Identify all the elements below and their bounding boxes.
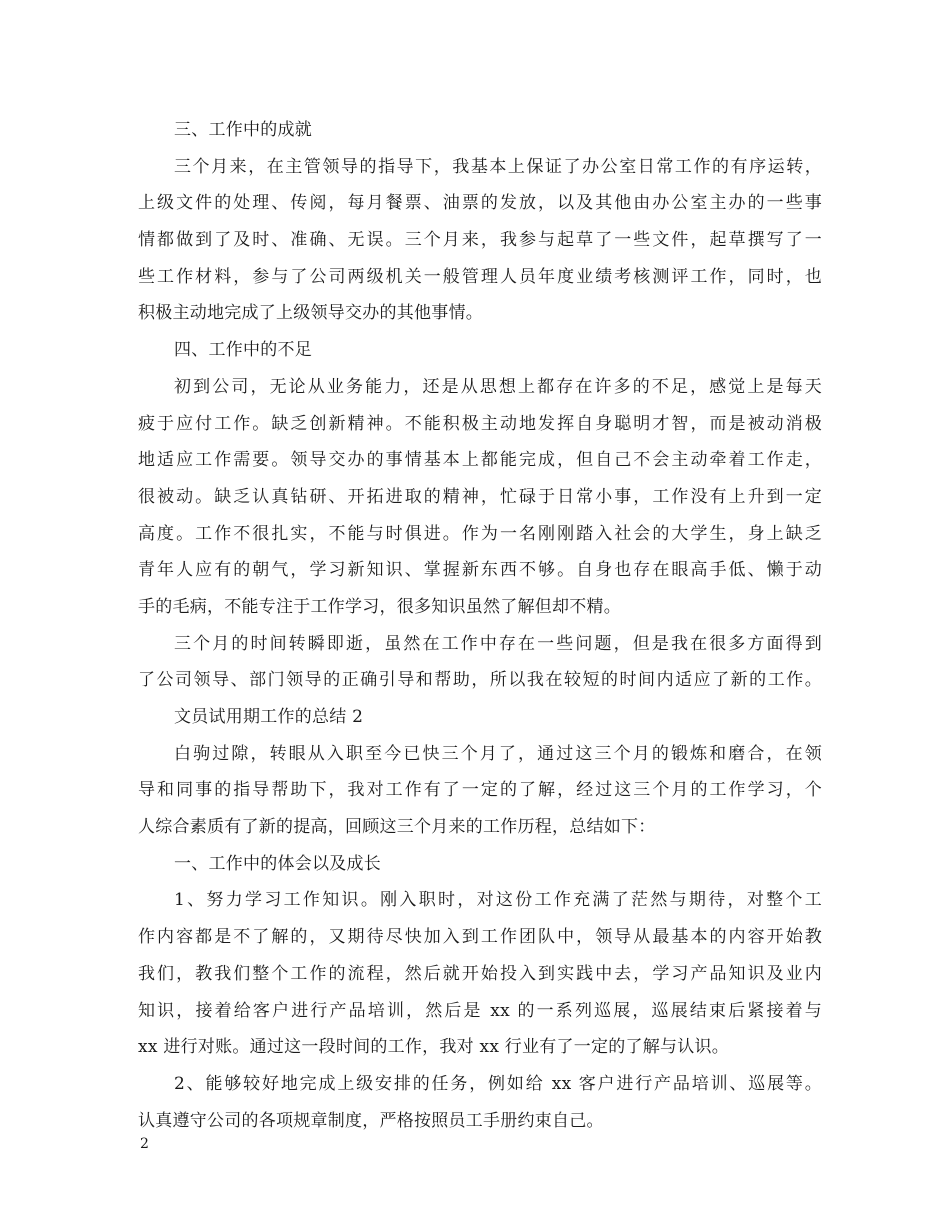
document-title-2: 文员试用期工作的总结 2	[174, 707, 364, 727]
paragraph-line: 作内容都是不了解的，又期待尽快加入到工作团队中，领导从最基本的内容开始教	[138, 927, 822, 948]
paragraph-line: 很被动。缺乏认真钻研、开拓进取的精神，忙碌于日常小事，工作没有上升到一定	[138, 486, 822, 507]
paragraph-line: 些工作材料，参与了公司两级机关一般管理人员年度业绩考核测评工作，同时，也	[138, 266, 822, 287]
paragraph-line: 人综合素质有了新的提高，回顾这三个月来的工作历程，总结如下：	[138, 817, 656, 838]
paragraph-line: 1、努力学习工作知识。刚入职时，对这份工作充满了茫然与期待，对整个工	[174, 890, 822, 911]
paragraph-line: xx 进行对账。通过这一段时间的工作，我对 xx 行业有了一定的了解与认识。	[138, 1037, 730, 1058]
document-body	[138, 112, 822, 1139]
paragraph-line: 了公司领导、部门领导的正确引导和帮助，所以我在较短的时间内适应了新的工作。	[138, 670, 822, 691]
paragraph-line: 高度。工作不很扎实，不能与时俱进。作为一名刚刚踏入社会的大学生，身上缺乏	[138, 523, 822, 544]
section-heading-shortcomings: 四、工作中的不足	[174, 340, 312, 361]
paragraph-line: 积极主动地完成了上级领导交办的其他事情。	[138, 303, 483, 324]
paragraph-line: 三个月的时间转瞬即逝，虽然在工作中存在一些问题，但是我在很多方面得到	[174, 633, 822, 654]
section-heading-achievements: 三、工作中的成就	[174, 120, 312, 140]
paragraph-line: 白驹过隙，转眼从入职至今已快三个月了，通过这三个月的锻炼和磨合，在领	[174, 743, 822, 764]
paragraph-line: 2、能够较好地完成上级安排的任务，例如给 xx 客户进行产品培训、巡展等。	[174, 1073, 822, 1094]
section-heading-experience-growth: 一、工作中的体会以及成长	[174, 853, 381, 874]
paragraph-line: 手的毛病，不能专注于工作学习，很多知识虽然了解但却不精。	[138, 596, 621, 617]
paragraph-line: 上级文件的处理、传阅，每月餐票、油票的发放，以及其他由办公室主办的一些事	[138, 193, 822, 214]
paragraph-line: 情都做到了及时、准确、无误。三个月来，我参与起草了一些文件，起草撰写了一	[138, 230, 822, 251]
paragraph-line: 知识，接着给客户进行产品培训，然后是 xx 的一系列巡展，巡展结束后紧接着与	[138, 1000, 822, 1021]
paragraph-line: 导和同事的指导帮助下，我对工作有了一定的了解，经过这三个月的工作学习，个	[138, 780, 822, 801]
paragraph-line: 疲于应付工作。缺乏创新精神。不能积极主动地发挥自身聪明才智，而是被动消极	[138, 413, 822, 434]
paragraph-line: 地适应工作需要。领导交办的事情基本上都能完成，但自己不会主动牵着工作走，	[138, 450, 822, 471]
paragraph-line: 三个月来，在主管领导的指导下，我基本上保证了办公室日常工作的有序运转，	[174, 156, 822, 177]
paragraph-line: 青年人应有的朝气，学习新知识、掌握新东西不够。自身也存在眼高手低、懒于动	[138, 560, 822, 581]
paragraph-line: 我们，教我们整个工作的流程，然后就开始投入到实践中去，学习产品知识及业内	[138, 963, 822, 984]
paragraph-line: 初到公司，无论从业务能力，还是从思想上都存在许多的不足，感觉上是每天	[174, 376, 822, 397]
paragraph-line: 认真遵守公司的各项规章制度，严格按照员工手册约束自己。	[138, 1110, 604, 1131]
page-number: 2	[140, 1136, 149, 1152]
